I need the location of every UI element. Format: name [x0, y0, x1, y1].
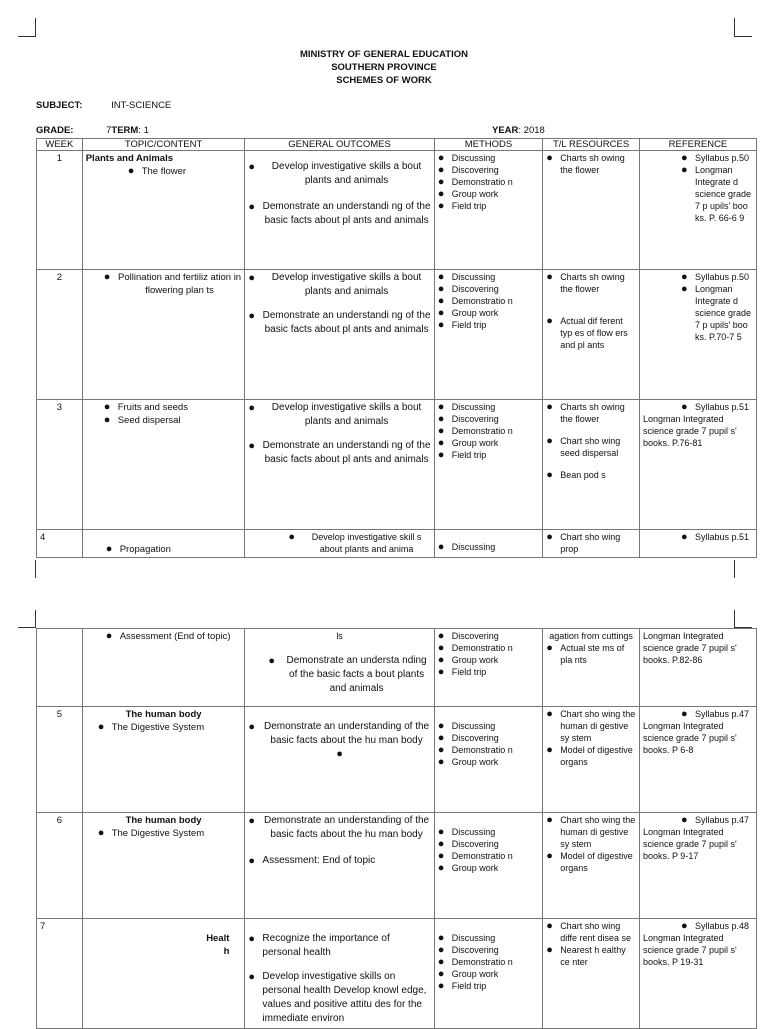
reference-item: ● Syllabus p.50: [681, 271, 753, 283]
outcome-item: ● Demonstrate an understanding of the basic facts about the hu man body: [248, 720, 430, 748]
resource-item: ● Actual dif ferent typ es of flow ers and pl ants: [546, 315, 636, 351]
method-item: ● Discussing: [438, 401, 539, 413]
year-label: YEAR: [492, 125, 519, 136]
method-item: ● Discovering: [438, 732, 539, 744]
topic-cell: [82, 629, 245, 707]
resources-cell: [543, 813, 640, 919]
scheme-table-page2: [36, 628, 757, 1029]
topic-item: ● The Digestive System: [98, 721, 242, 734]
methods-cell: [434, 151, 542, 270]
table-row: [37, 707, 757, 813]
header-title: SCHEMES OF WORK: [336, 75, 432, 86]
reference-cell: [639, 707, 756, 813]
reference-item: Longman Integrated science grade 7 pupil s' books. P.76-81: [642, 414, 737, 448]
topic-cell: [82, 813, 245, 919]
week-number: 7: [37, 919, 83, 1029]
topic-title: The human body: [125, 709, 202, 720]
method-item: ● Field trip: [438, 319, 539, 331]
scheme-table-page1: [36, 138, 757, 558]
resources-cell: [543, 530, 640, 558]
outcome-item: ● Demonstrate an understanding of the basic facts about the hu man body: [248, 814, 430, 842]
outcomes-cell: [245, 530, 434, 558]
topic-item: ● The flower: [128, 165, 242, 178]
method-item: ● Group work: [438, 188, 539, 200]
method-item: ● Field trip: [438, 200, 539, 212]
subject-value: INT-SCIENCE: [111, 100, 172, 111]
methods-cell: [434, 629, 542, 707]
method-item: ● Field trip: [438, 666, 539, 678]
resources-cell: [543, 151, 640, 270]
method-item: ● Discovering: [438, 283, 539, 295]
method-item: ● Group work: [438, 756, 539, 768]
term-value: : 1: [138, 125, 149, 136]
crop-mark: [18, 36, 36, 37]
method-item: ● Discussing: [438, 541, 539, 553]
outcome-item: ● Develop investigative skills a bout plants and animals: [248, 160, 430, 188]
reference-cell: [639, 151, 756, 270]
method-item: ● Discovering: [438, 164, 539, 176]
week-number: 2: [37, 270, 83, 400]
topic-item: ● Assessment (End of topic): [106, 630, 242, 643]
method-item: ● Demonstratio n: [438, 176, 539, 188]
week-number: 3: [37, 400, 83, 530]
methods-cell: [434, 919, 542, 1029]
topic-item: ● Seed dispersal: [104, 414, 242, 427]
outcome-item: ● Demonstrate an understandi ng of the basic facts about pl ants and animals: [248, 200, 430, 228]
resource-item: ● Model of digestive organs: [546, 850, 636, 874]
topic-title: The human body: [125, 815, 202, 826]
outcome-item: ● Assessment: End of topic: [248, 854, 430, 868]
table-header-row: [37, 139, 757, 151]
reference-cell: [639, 530, 756, 558]
header-ministry: MINISTRY OF GENERAL EDUCATION: [299, 49, 469, 60]
reference-item: Longman Integrated science grade 7 pupil s' books. P 6-8: [642, 721, 737, 755]
method-item: ● Group work: [438, 437, 539, 449]
table-row: [37, 813, 757, 919]
outcomes-cell: [245, 707, 434, 813]
method-item: ● Demonstratio n: [438, 295, 539, 307]
crop-mark: [734, 560, 735, 578]
topic-title: Healt h: [206, 933, 230, 957]
outcome-item: ● Demonstrate an understa nding of the basic facts a bout plants and animals: [268, 654, 430, 696]
reference-item: Longman Integrated science grade 7 pupil s' books. P.82-86: [642, 631, 737, 665]
table-row: [37, 270, 757, 400]
method-item: ● Discovering: [438, 630, 539, 642]
col-topic: TOPIC/CONTENT: [82, 139, 245, 151]
grade-value: 7: [106, 125, 112, 136]
topic-item: ● Propagation: [106, 543, 242, 556]
resources-cell: [543, 919, 640, 1029]
method-item: ● Demonstratio n: [438, 956, 539, 968]
method-item: ● Field trip: [438, 980, 539, 992]
method-item: ● Discussing: [438, 932, 539, 944]
resource-item: ● Model of digestive organs: [546, 744, 636, 768]
topic-item: ● Pollination and fertiliz ation in flowering plan ts: [104, 271, 242, 297]
reference-item: ● Syllabus p.47: [681, 708, 753, 720]
col-methods: METHODS: [434, 139, 542, 151]
week-number: 5: [37, 707, 83, 813]
method-item: ● Discussing: [438, 720, 539, 732]
reference-item: Longman Integrated science grade 7 pupil s' books. P 19-31: [642, 933, 737, 967]
outcomes-cell: [245, 270, 434, 400]
reference-cell: [639, 270, 756, 400]
outcome-item: ● Develop investigative skill s about plants and anima: [288, 531, 430, 555]
methods-cell: [434, 400, 542, 530]
grade-row: [36, 125, 149, 136]
week-cell: [37, 629, 83, 707]
topic-cell: [82, 919, 245, 1029]
reference-cell: [639, 400, 756, 530]
outcome-item: ● Demonstrate an understandi ng of the basic facts about pl ants and animals: [248, 439, 430, 467]
col-resources: T/L RESOURCES: [543, 139, 640, 151]
crop-mark: [734, 36, 752, 37]
crop-mark: [35, 18, 36, 36]
topic-cell: [82, 151, 245, 270]
week-number: 6: [37, 813, 83, 919]
resource-item: ● Charts sh owing the flower: [546, 271, 636, 295]
outcome-item: ls: [336, 631, 343, 641]
term-label: TERM: [111, 125, 139, 136]
methods-cell: [434, 530, 542, 558]
method-item: ● Demonstratio n: [438, 642, 539, 654]
crop-mark: [35, 610, 36, 628]
methods-cell: [434, 270, 542, 400]
subject-label: SUBJECT:: [36, 100, 83, 111]
method-item: ● Group work: [438, 654, 539, 666]
col-outcomes: GENERAL OUTCOMES: [245, 139, 434, 151]
resource-item: ● Actual ste ms of pla nts: [546, 642, 636, 666]
resources-cell: [543, 270, 640, 400]
method-item: ● Demonstratio n: [438, 850, 539, 862]
resource-item: ● Chart sho wing the human di gestive sy stem: [546, 708, 636, 744]
topic-cell: [82, 530, 245, 558]
table-row: [37, 530, 757, 558]
method-item: ● Group work: [438, 307, 539, 319]
method-item: ● Discussing: [438, 826, 539, 838]
method-item: ● Field trip: [438, 449, 539, 461]
reference-item: ● Longman Integrate d science grade 7 p upils' boo ks. P.70-7 5: [681, 283, 753, 343]
resource-item: ● Charts sh owing the flower: [546, 401, 636, 425]
header-province: SOUTHERN PROVINCE: [331, 62, 437, 73]
reference-item: Longman Integrated science grade 7 pupil s' books. P 9-17: [642, 827, 737, 861]
reference-item: ● Syllabus p.51: [681, 401, 753, 413]
resource-item: ● Charts sh owing the flower: [546, 152, 636, 176]
year-value: : 2018: [518, 125, 545, 136]
outcomes-cell: [245, 629, 434, 707]
topic-cell: [82, 270, 245, 400]
outcomes-cell: [245, 919, 434, 1029]
table-row: [37, 919, 757, 1029]
topic-item: ● Fruits and seeds: [104, 401, 242, 414]
reference-item: ● Syllabus p.51: [681, 531, 753, 543]
method-item: ● Discovering: [438, 413, 539, 425]
crop-mark: [734, 610, 735, 628]
resource-item: ● Bean pod s: [546, 469, 636, 481]
outcomes-cell: [245, 400, 434, 530]
table-row: [37, 151, 757, 270]
method-item: ● Discussing: [438, 152, 539, 164]
resource-item: ● Nearest h ealthy ce nter: [546, 944, 636, 968]
resource-item: ● Chart sho wing the human di gestive sy stem: [546, 814, 636, 850]
reference-cell: [639, 919, 756, 1029]
table-row: [37, 400, 757, 530]
grade-label: GRADE:: [36, 125, 74, 136]
method-item: ● Discovering: [438, 944, 539, 956]
resources-cell: [543, 400, 640, 530]
resource-item: ● Chart sho wing seed dispersal: [546, 435, 636, 459]
crop-mark: [35, 560, 36, 578]
outcome-item: ● Develop investigative skills a bout plants and animals: [248, 271, 430, 299]
methods-cell: [434, 813, 542, 919]
subject-row: [36, 100, 171, 111]
method-item: ● Discovering: [438, 838, 539, 850]
outcome-item: ● Develop investigative skills a bout plants and animals: [248, 401, 430, 429]
document-header: [0, 48, 768, 87]
week-number: 1: [37, 151, 83, 270]
table-row: [37, 629, 757, 707]
topic-cell: [82, 400, 245, 530]
year-row: [492, 125, 545, 136]
outcome-item: ● Develop investigative skills on personal health Develop knowl edge, values and positive attitu des for the immediate environ: [248, 970, 430, 1026]
outcome-item: ● Recognize the importance of personal health: [248, 932, 430, 960]
reference-item: ● Syllabus p.47: [681, 814, 753, 826]
method-item: ● Group work: [438, 968, 539, 980]
outcomes-cell: [245, 151, 434, 270]
reference-item: ● Longman Integrate d science grade 7 p upils' boo ks. P. 66-6 9: [681, 164, 753, 224]
resource-item: ● Chart sho wing prop: [546, 531, 636, 555]
week-number: 4: [37, 530, 83, 558]
empty-bullet-icon: ●: [336, 748, 343, 760]
resource-item: ● Chart sho wing diffe rent disea se: [546, 920, 636, 944]
method-item: ● Demonstratio n: [438, 744, 539, 756]
methods-cell: [434, 707, 542, 813]
method-item: ● Demonstratio n: [438, 425, 539, 437]
topic-cell: [82, 707, 245, 813]
reference-item: ● Syllabus p.50: [681, 152, 753, 164]
outcomes-cell: [245, 813, 434, 919]
reference-item: ● Syllabus p.48: [681, 920, 753, 932]
topic-title: Plants and Animals: [85, 153, 173, 164]
resource-item: agation from cuttings: [549, 631, 633, 641]
col-week: WEEK: [37, 139, 83, 151]
crop-mark: [18, 627, 36, 628]
reference-cell: [639, 629, 756, 707]
crop-mark: [734, 18, 735, 36]
resources-cell: [543, 707, 640, 813]
reference-cell: [639, 813, 756, 919]
resources-cell: [543, 629, 640, 707]
method-item: ● Group work: [438, 862, 539, 874]
outcome-item: ● Demonstrate an understandi ng of the basic facts about pl ants and animals: [248, 309, 430, 337]
col-reference: REFERENCE: [639, 139, 756, 151]
method-item: ● Discussing: [438, 271, 539, 283]
topic-item: ● The Digestive System: [98, 827, 242, 840]
